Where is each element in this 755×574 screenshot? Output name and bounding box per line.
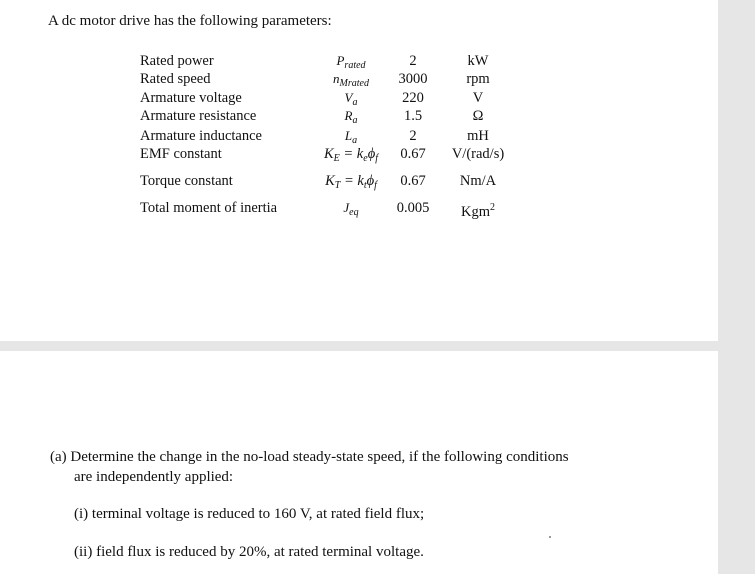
parameter-value: 0.005 bbox=[396, 200, 430, 216]
question-a-ii: (ii) field flux is reduced by 20%, at rated terminal voltage. bbox=[74, 544, 424, 560]
document-page-2 bbox=[0, 351, 718, 574]
parameter-symbol: $n_{Mrated}$ bbox=[333, 71, 369, 89]
parameter-value: 2 bbox=[409, 128, 417, 144]
parameter-unit: kW bbox=[467, 53, 489, 69]
parameter-name: Armature voltage bbox=[140, 90, 242, 106]
stray-mark bbox=[549, 536, 551, 538]
question-a-line2: are independently applied: bbox=[74, 469, 234, 485]
parameter-row-torque-constant bbox=[0, 172, 718, 192]
parameter-row-moment-of-inertia bbox=[0, 199, 718, 219]
parameter-row-armature-voltage bbox=[0, 89, 718, 109]
parameter-name: Torque constant bbox=[140, 173, 233, 189]
parameter-symbol: $V_a$ bbox=[344, 90, 358, 108]
question-a-i: (i) terminal voltage is reduced to 160 V, at rated field flux; bbox=[74, 506, 425, 522]
parameter-unit: V/(rad/s) bbox=[451, 146, 505, 162]
parameter-name: Armature inductance bbox=[140, 128, 262, 144]
parameter-name: Armature resistance bbox=[140, 108, 257, 124]
parameter-name: Rated power bbox=[140, 53, 214, 69]
parameter-value: 3000 bbox=[398, 71, 428, 87]
parameter-symbol: $P_{rated}$ bbox=[336, 53, 366, 71]
parameter-row-rated-speed bbox=[0, 70, 718, 90]
parameter-name: EMF constant bbox=[140, 146, 222, 162]
question-a-line1: (a) Determine the change in the no-load steady-state speed, if the following conditions bbox=[50, 449, 569, 465]
parameter-name: Rated speed bbox=[140, 71, 211, 87]
parameter-unit: Ω bbox=[472, 108, 484, 124]
parameter-row-armature-resistance bbox=[0, 107, 718, 127]
parameter-unit: rpm bbox=[466, 71, 490, 87]
parameter-unit: Nm/A bbox=[459, 173, 497, 189]
parameter-value: 1.5 bbox=[403, 108, 423, 124]
parameter-row-emf-constant bbox=[0, 145, 718, 165]
parameter-value: 0.67 bbox=[400, 173, 426, 189]
parameter-name: Total moment of inertia bbox=[140, 200, 278, 216]
parameter-unit: V bbox=[472, 90, 484, 106]
parameter-symbol: $L_a$ bbox=[344, 128, 358, 146]
parameter-symbol: $K_T = k_t\phi_f$ bbox=[325, 173, 377, 191]
parameter-unit: mH bbox=[467, 128, 489, 144]
parameter-value: 0.67 bbox=[400, 146, 426, 162]
parameter-symbol: $R_a$ bbox=[344, 108, 358, 126]
question-a bbox=[50, 447, 670, 487]
parameter-row-rated-power bbox=[0, 52, 718, 72]
parameter-value: 2 bbox=[409, 53, 417, 69]
intro-text: A dc motor drive has the following parameters: bbox=[48, 13, 332, 29]
parameter-symbol: $J_{eq}$ bbox=[343, 200, 359, 218]
parameter-row-armature-inductance bbox=[0, 127, 718, 147]
parameter-symbol: $K_E = k_e\phi_f$ bbox=[323, 146, 378, 164]
parameter-unit: Kgm$^2$ bbox=[461, 202, 495, 220]
parameter-value: 220 bbox=[402, 90, 424, 106]
